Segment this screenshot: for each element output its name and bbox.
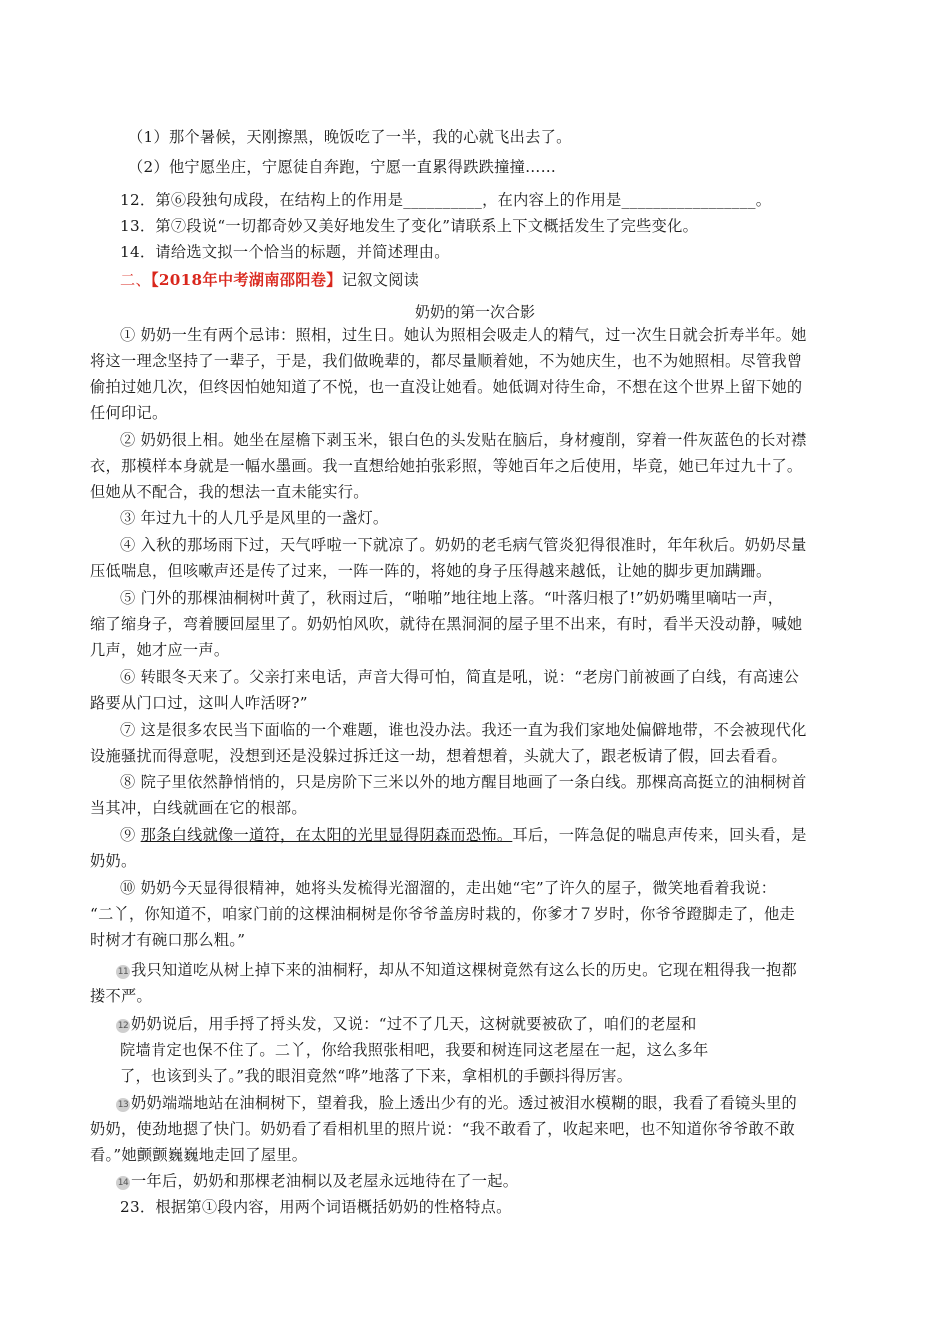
paragraph-line: ① 奶奶一生有两个忌讳：照相，过生日。她认为照相会吸走人的精气，过一次生日就会折寿半年。她 bbox=[120, 326, 807, 344]
paragraph-line: ⑩ 奶奶今天显得很精神，她将头发梳得光溜溜的，走出她“宅”了许久的屋子，微笑地看着我说： bbox=[120, 879, 777, 897]
paragraph-14 bbox=[116, 1171, 518, 1191]
section-type: 记叙文阅读 bbox=[341, 271, 420, 289]
paragraph-text: 奶奶端端地站在油桐树下，望着我，脸上透出少有的光。透过被泪水模糊的眼，我看了看镜头里的 bbox=[131, 1094, 797, 1112]
paragraph-line: 几声，她才应一声。 bbox=[90, 641, 230, 659]
paragraph-13 bbox=[116, 1093, 797, 1113]
paragraph-line: 搂不严。 bbox=[90, 987, 152, 1005]
article-title: 奶奶的第一次合影 bbox=[414, 303, 535, 321]
paragraph-line: ③ 年过九十的人几乎是风里的一盏灯。 bbox=[120, 509, 389, 527]
paragraph-9 bbox=[120, 825, 807, 845]
paragraph-line: ② 奶奶很上相。她坐在屋檐下剥玉米，银白色的头发贴在脑后，身材瘦削，穿着一件灰蓝色的长对襟 bbox=[120, 431, 807, 449]
question-23: 23．根据第①段内容，用两个词语概括奶奶的性格特点。 bbox=[120, 1198, 512, 1216]
paragraph-number: ⑨ bbox=[120, 826, 141, 844]
paragraph-line: 路要从门口过，这叫人咋活呀?” bbox=[90, 694, 308, 712]
paragraph-line: 看。”她颤颤巍巍地走回了屋里。 bbox=[90, 1146, 308, 1164]
paragraph-line: 时树才有碗口那么粗。” bbox=[90, 931, 246, 949]
paragraph-11 bbox=[116, 960, 797, 980]
text-line: （2）他宁愿坐庄，宁愿徒自奔跑，宁愿一直累得跌跌撞撞…… bbox=[128, 158, 557, 176]
paragraph-text: 我只知道吃从树上掉下来的油桐籽，却从不知道这棵树竟然有这么长的历史。它现在粗得我一抱都 bbox=[131, 961, 797, 979]
paragraph-number-badge: 11 bbox=[117, 967, 129, 977]
paragraph-line: 了，也该到头了。”我的眼泪竟然“哗”地落了下来，拿相机的手颤抖得厉害。 bbox=[120, 1067, 633, 1085]
paragraph-number-badge: 12 bbox=[117, 1021, 129, 1031]
paragraph-12 bbox=[116, 1014, 697, 1034]
paragraph-line: ④ 入秋的那场雨下过，天气呼啦一下就凉了。奶奶的老毛病气管炎犯得很准时，年年秋后。奶奶尽量 bbox=[120, 536, 807, 554]
paragraph-line: 院墙肯定也保不住了。二丫，你给我照张相吧，我要和树连同这老屋在一起，这么多年 bbox=[120, 1041, 709, 1059]
paragraph-line: ⑥ 转眼冬天来了。父亲打来电话，声音大得可怕，简直是吼，说：“老房门前被画了白线，有高速公 bbox=[120, 668, 800, 686]
section-source: 【2018年中考湖南邵阳卷】 bbox=[150, 271, 342, 289]
paragraph-line: 压低喘息，但咳嗽声还是传了过来，一阵一阵的，将她的身子压得越来越低，让她的脚步更加蹒跚。 bbox=[90, 562, 772, 580]
paragraph-line: 奶奶，使劲地摁了快门。奶奶看了看相机里的照片说：“我不敢看了，收起来吧，也不知道你爷爷敢不敢 bbox=[90, 1120, 796, 1138]
underlined-sentence: 那条白线就像一道符，在太阳的光里显得阴森而恐怖。 bbox=[140, 826, 513, 844]
paragraph-line: 任何印记。 bbox=[90, 404, 168, 422]
paragraph-line: 偷拍过她几次，但终因怕她知道了不悦，也一直没让她看。她低调对待生命，不想在这个世界上留下她的 bbox=[90, 378, 803, 396]
paragraph-line: 当其冲，白线就画在它的根部。 bbox=[90, 799, 307, 817]
paragraph-text: 奶奶说后，用手捋了捋头发，又说：“过不了几天，这树就要被砍了，咱们的老屋和 bbox=[131, 1015, 697, 1033]
paragraph-line: ⑤ 门外的那棵油桐树叶黄了，秋雨过后，“啪啪”地往地上落。“叶落归根了!”奶奶嘴里嘀咕一声， bbox=[120, 589, 784, 607]
section-heading bbox=[120, 270, 419, 290]
question-14: 14．请给选文拟一个恰当的标题，并简述理由。 bbox=[120, 243, 450, 261]
paragraph-line: 将这一理念坚持了一辈子，于是，我们做晚辈的，都尽量顺着她，不为她庆生，也不为她照相。尽管我曾 bbox=[90, 352, 803, 370]
paragraph-line: 奶奶。 bbox=[90, 852, 137, 870]
paragraph-line: 但她从不配合，我的想法一直未能实行。 bbox=[90, 483, 369, 501]
paragraph-line: 设施骚扰而得意呢，没想到还是没躲过拆迁这一劫，想着想着，头就大了，跟老板请了假，回去看看。 bbox=[90, 747, 787, 765]
paragraph-number-badge: 14 bbox=[117, 1178, 129, 1188]
question-13: 13．第⑦段说“一切都奇妙又美好地发生了变化”请联系上下文概括发生了完些变化。 bbox=[120, 217, 699, 235]
paragraph-line: ⑦ 这是很多农民当下面临的一个难题，谁也没办法。我还一直为我们家地处偏僻地带，不会被现代化 bbox=[120, 721, 807, 739]
paragraph-line: ⑧ 院子里依然静悄悄的，只是房阶下三米以外的地方醒目地画了一条白线。那棵高高挺立的油桐树首 bbox=[120, 773, 807, 791]
paragraph-number-badge: 13 bbox=[117, 1100, 129, 1110]
paragraph-line: “二丫，你知道不，咱家门前的这棵油桐树是你爷爷盖房时栽的，你爹才７岁时，你爷爷蹬脚走了，他走 bbox=[90, 905, 796, 923]
text-line: （1）那个暑候，天刚擦黑，晚饭吃了一半，我的心就飞出去了。 bbox=[128, 128, 572, 146]
paragraph-line: 衣，那模样本身就是一幅水墨画。我一直想给她拍张彩照，等她百年之后使用，毕竟，她已年过九十了。 bbox=[90, 457, 803, 475]
question-12: 12．第⑥段独句成段，在结构上的作用是__________，在内容上的作用是_________________。 bbox=[120, 191, 772, 209]
paragraph-line: 缩了缩身子，弯着腰回屋里了。奶奶怕风吹，就待在黑洞洞的屋子里不出来，有时，看半天没动静，喊她 bbox=[90, 615, 803, 633]
paragraph-text: 耳后，一阵急促的喘息声传来，回头看，是 bbox=[512, 826, 807, 844]
paragraph-text: 一年后，奶奶和那棵老油桐以及老屋永远地待在了一起。 bbox=[131, 1172, 519, 1190]
section-prefix: 二、 bbox=[120, 271, 151, 289]
